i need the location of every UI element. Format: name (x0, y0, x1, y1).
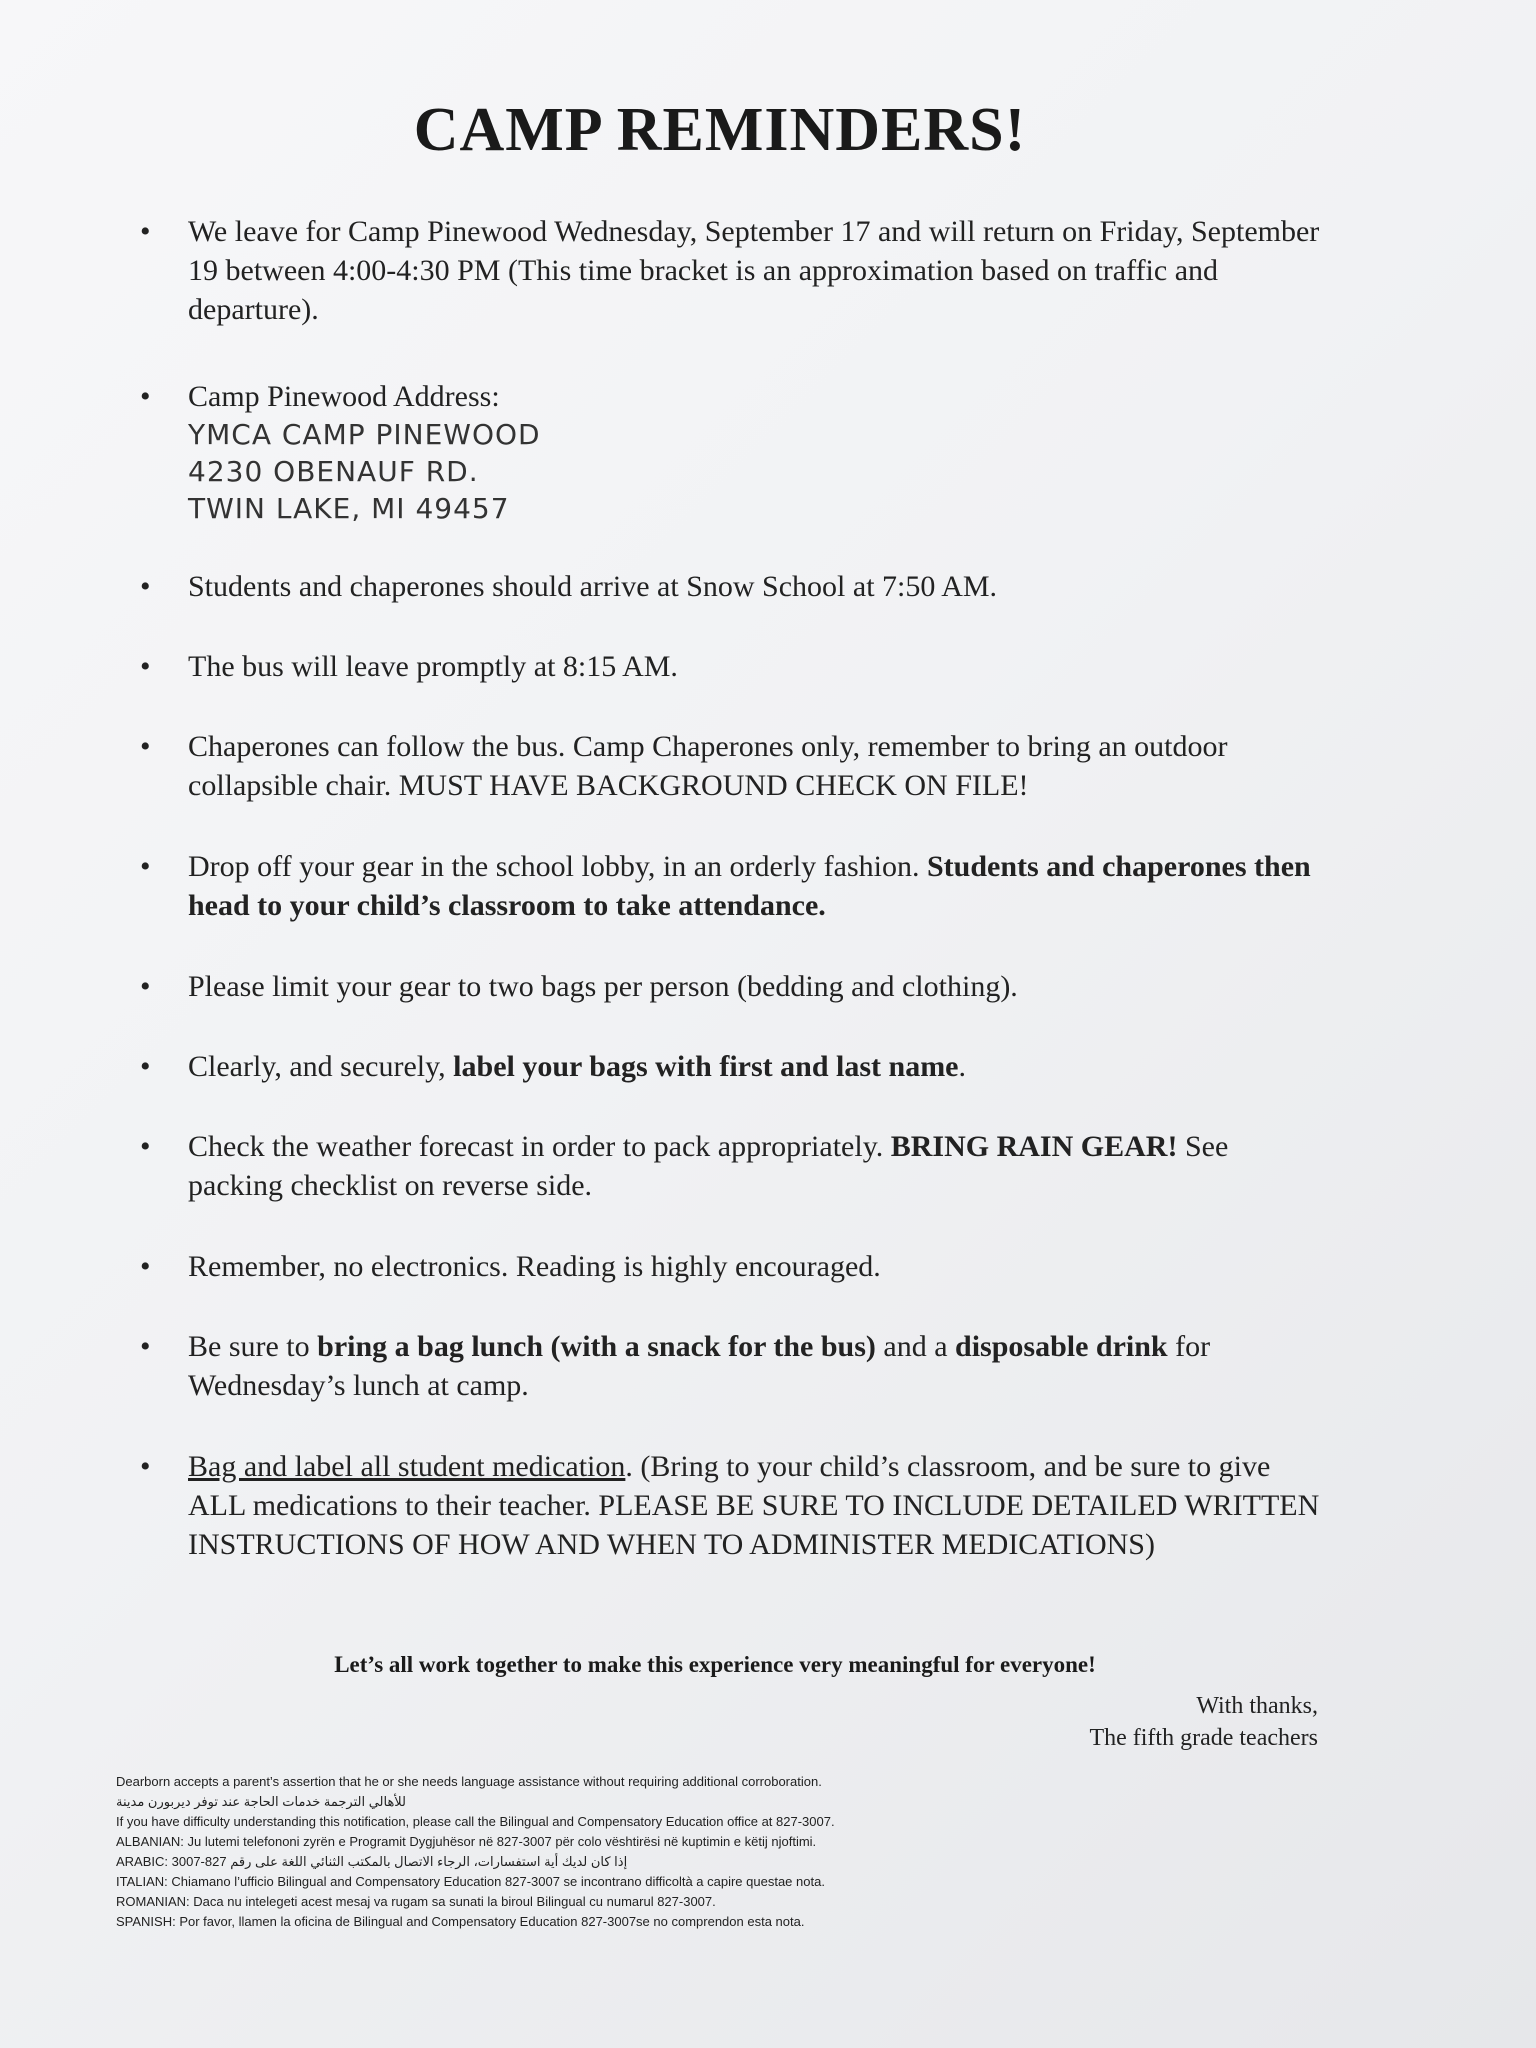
medication-text: . (Bring to your child’s classroom, and be sure to give ALL medications to their teacher. PLEASE BE SURE TO INCLUDE DETAILED WRITTEN INSTRUCTIONS OF HOW AND WHEN TO ADMINISTER MEDICATIONS) (188, 1450, 1320, 1561)
notice-line-2: للأهالي الترجمة خدمات الحاجة عند توفر ديربورن مدينة (116, 1794, 407, 1809)
address-line-1: YMCA CAMP PINEWOOD (188, 418, 541, 451)
notice-line-arabic: ARABIC: إذا كان لديك أية استفسارات، الرجاء الاتصال بالمكتب الثنائي اللغة على رقم 827-3007 (116, 1854, 628, 1869)
reminder-labels (188, 1047, 1320, 1086)
bullet: • (140, 730, 151, 763)
labels-text: Clearly, and securely, (188, 1050, 454, 1083)
reminder-arrival: Students and chaperones should arrive at Snow School at 7:50 AM. (188, 570, 998, 603)
list-item (140, 967, 1320, 1006)
notice-line-italian: ITALIAN: Chiamano l’ufficio Bilingual and Compensatory Education 827-3007 se incontrano difficoltà a capire questae nota. (116, 1874, 825, 1889)
list-item (140, 1327, 1320, 1405)
notice-line-romanian: ROMANIAN: Daca nu intelegeti acest mesaj va rugam sa sunati la biroul Bilingual cu numarul 827-3007. (116, 1894, 716, 1909)
bullet: • (140, 1330, 151, 1363)
gear-dropoff-bold: Students and chaperones then head to your child’s classroom to take attendance. (188, 850, 1311, 922)
reminder-gear-limit: Please limit your gear to two bags per person (bedding and clothing). (188, 970, 1018, 1003)
list-item (140, 212, 1320, 329)
lunch-text-1: Be sure to (188, 1330, 318, 1363)
reminder-gear-dropoff (188, 847, 1320, 925)
list-item (140, 1447, 1320, 1564)
reminder-bus: The bus will leave promptly at 8:15 AM. (188, 650, 678, 683)
reminder-weather (188, 1127, 1320, 1205)
weather-end: See packing checklist on reverse side. (188, 1130, 1229, 1202)
list-item (140, 377, 1320, 527)
notice-line-albanian: ALBANIAN: Ju lutemi telefononi zyrën e Programit Dygjuhësor në 827-3007 për colo vështirësi në kuptimin e këtij njoftimi. (116, 1834, 817, 1849)
reminder-chaperones: Chaperones can follow the bus. Camp Chaperones only, remember to bring an outdoor collapsible chair. MUST HAVE BACKGROUND CHECK ON FILE! (188, 730, 1228, 802)
notice-line-1: Dearborn accepts a parent’s assertion that he or she needs language assistance without requiring additional corroboration. (116, 1774, 822, 1789)
page-title: CAMP REMINDERS! (413, 96, 1027, 164)
closing-message: Let’s all work together to make this experience very meaningful for everyone! (334, 1652, 1096, 1677)
bullet: • (140, 970, 151, 1003)
list-item (140, 1047, 1320, 1086)
weather-bold: BRING RAIN GEAR! (890, 1130, 1178, 1163)
list-item (140, 847, 1320, 925)
gear-dropoff-text: Drop off your gear in the school lobby, in an orderly fashion. (188, 850, 927, 883)
lunch-text-2: and a (875, 1330, 956, 1363)
bullet: • (140, 215, 151, 248)
list-item (140, 1127, 1320, 1205)
list-item (140, 567, 1320, 606)
list-item (140, 1247, 1320, 1286)
reminder-address (188, 377, 1320, 527)
bullet: • (140, 380, 151, 413)
bullet: • (140, 650, 151, 683)
language-assistance-notice (116, 1772, 1116, 1932)
bullet: • (140, 1450, 151, 1483)
address-label: Camp Pinewood Address: (188, 380, 500, 413)
reminder-medication (188, 1447, 1320, 1564)
bullet: • (140, 570, 151, 603)
signoff (1089, 1690, 1318, 1754)
bullet: • (140, 850, 151, 883)
lunch-bold-1: bring a bag lunch (with a snack for the bus) (317, 1330, 876, 1363)
medication-underlined: Bag and label all student medication (188, 1450, 626, 1483)
labels-bold: label your bags with first and last name (453, 1050, 959, 1083)
reminder-departure: We leave for Camp Pinewood Wednesday, September 17 and will return on Friday, September 19 between 4:00-4:30 PM (This time bracket is an approximation based on traffic and departure). (188, 215, 1320, 326)
lunch-bold-2: disposable drink (955, 1330, 1168, 1363)
notice-line-3: If you have difficulty understanding this notification, please call the Bilingual and Compensatory Education office at 827-3007. (116, 1814, 835, 1829)
bullet: • (140, 1130, 151, 1163)
weather-text: Check the weather forecast in order to pack appropriately. (188, 1130, 891, 1163)
bullet: • (140, 1250, 151, 1283)
address-line-3: TWIN LAKE, MI 49457 (188, 492, 510, 525)
address-line-2: 4230 OBENAUF RD. (188, 455, 479, 488)
bullet: • (140, 1050, 151, 1083)
reminder-lunch (188, 1327, 1320, 1405)
notice-line-spanish: SPANISH: Por favor, llamen la oficina de Bilingual and Compensatory Education 827-3007se no comprendon esta nota. (116, 1914, 805, 1929)
labels-end: . (958, 1050, 966, 1083)
lunch-text-3: for Wednesday’s lunch at camp. (188, 1330, 1211, 1402)
list-item (140, 647, 1320, 686)
list-item (140, 727, 1320, 805)
signoff-teachers: The fifth grade teachers (1089, 1725, 1318, 1751)
signoff-thanks: With thanks, (1196, 1693, 1318, 1719)
reminder-electronics: Remember, no electronics. Reading is highly encouraged. (188, 1250, 881, 1283)
